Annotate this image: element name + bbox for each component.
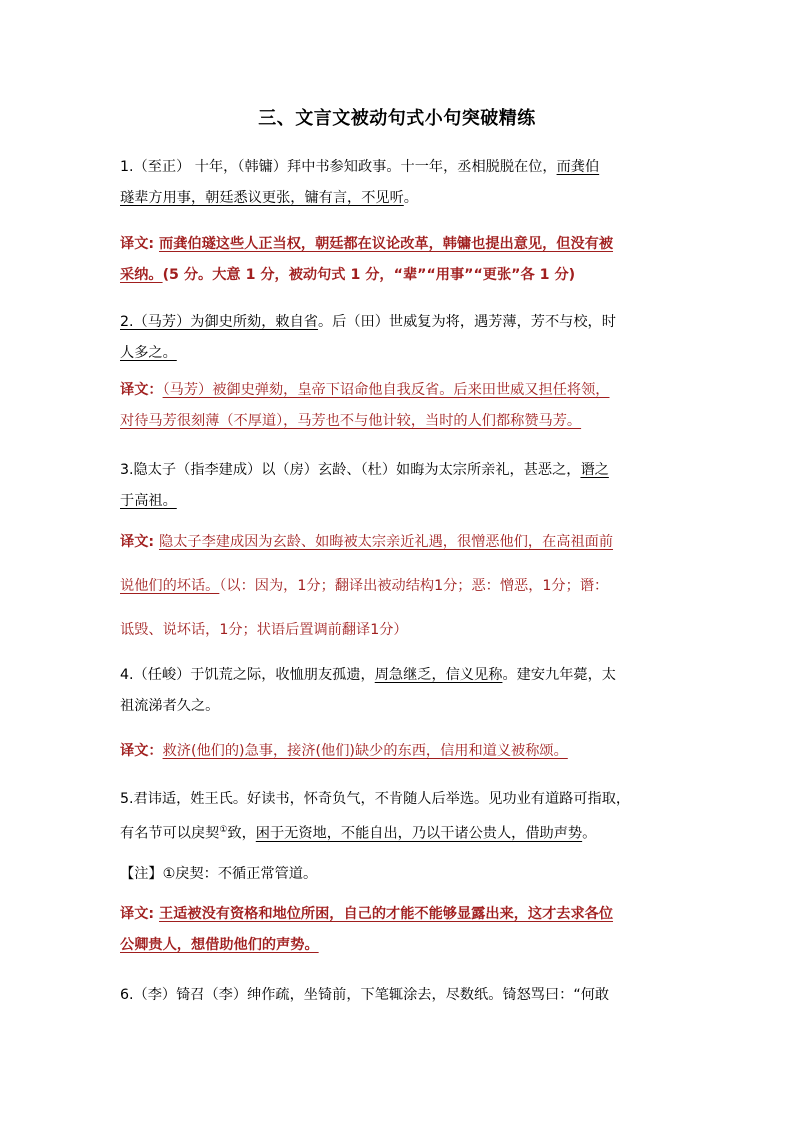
- q2-line-1: [120, 312, 680, 332]
- q3-translation-text: 说他们的坏话。: [120, 578, 220, 594]
- q1-translation-line-1: [120, 234, 680, 254]
- q3-text: 3.隐太子（指李建成）以（房）玄龄、（杜）如晦为太宗所亲礼，甚恶之，: [120, 462, 581, 478]
- q1-translation-line-2: [120, 265, 680, 285]
- q5-note: [120, 864, 680, 884]
- translation-label: 译文:: [120, 534, 159, 550]
- translation-label: 译文:: [120, 236, 159, 252]
- q5-text: 有名节可以戾契: [120, 825, 220, 842]
- q4-line-1: [120, 665, 680, 685]
- q1-underlined-text: 而龚伯: [556, 159, 600, 175]
- q1-text: 1.（至正） 十年，（韩镛）拜中书参知政事。十一年，丞相脱脱在位，: [120, 159, 557, 175]
- q1-translation-text: 采纳。: [120, 267, 163, 283]
- translation-label: 译文：: [120, 743, 163, 759]
- q3-scoring-note: 诋毁、说坏话，1分；状语后置调前翻译1分）: [120, 622, 408, 638]
- q2-translation-line-2: [120, 411, 680, 431]
- q5-line-2: [120, 820, 680, 844]
- q1-underlined-text: 璲辈方用事，朝廷悉议更张，镛有言，不见听: [120, 190, 404, 206]
- q3-underlined-text: 谮之: [580, 462, 609, 478]
- q2-translation-text: 对待马芳很刻薄（不厚道），马芳也不与他计较，当时的人们都称赞马芳。: [120, 413, 582, 429]
- q3-translation-line-1: [120, 532, 680, 552]
- q5-underlined-text: 困于无资地，不能自出，乃以干诸公贵人，借助声势: [255, 825, 583, 842]
- q5-text: 5.君讳适，姓王氏。好读书，怀奇负气，不肯随人后举选。见功业有道路可指取，: [120, 791, 631, 807]
- q3-translation-line-3: [120, 620, 680, 640]
- page-title: 三、文言文被动句式小句突破精练: [258, 108, 536, 129]
- q1-translation-text: 而龚伯璲这些人正当权，朝廷都在议论改革，韩镛也提出意见，但没有被: [159, 236, 614, 252]
- translation-label: 译文：: [120, 382, 163, 398]
- q5-translation-line-2: [120, 935, 680, 955]
- q3-translation-text: 隐太子李建成因为玄龄、如晦被太宗亲近礼遇，很憎恶他们，在高祖面前: [159, 534, 614, 550]
- q2-underlined-text: 2.（马芳）为御史所劾，敕自省: [120, 314, 318, 330]
- q5-translation-text: 公卿贵人，想借助他们的声势。: [120, 937, 319, 953]
- q5-text: 致，: [227, 825, 256, 842]
- q2-underlined-text: 人多之。: [120, 345, 177, 361]
- q4-underlined-text: 周急继乏，信义见称: [374, 667, 503, 683]
- q1-line-1: [120, 157, 680, 177]
- q4-translation-line-1: [120, 741, 680, 761]
- q5-line-1: [120, 789, 680, 809]
- q1-scoring-note: (5 分。大意 1 分，被动句式 1 分，“辈”“用事”“更张”各 1 分): [162, 267, 576, 283]
- q4-text: 。建安九年薨，太: [502, 667, 616, 683]
- q6-line-1: [120, 985, 680, 1005]
- q5-note-text: 【注】①戾契：不循正常管道。: [120, 866, 318, 882]
- q3-translation-line-2: [120, 576, 680, 596]
- translation-label: 译文:: [120, 906, 159, 922]
- q5-text: 。: [582, 825, 597, 842]
- q6-text: 6.（李）锜召（李）绅作疏，坐锜前，下笔辄涂去，尽数纸。锜怒骂曰：“何敢: [120, 987, 610, 1003]
- q2-translation-text: （马芳）被御史弹劾，皇帝下诏命他自我反省。后来田世威又担任将领，: [162, 382, 610, 398]
- q2-translation-line-1: [120, 380, 680, 400]
- q1-text: 。: [403, 190, 418, 206]
- q5-translation-text: 王适被没有资格和地位所困，自己的才能不能够显露出来，这才去求各位: [159, 906, 614, 922]
- q4-text: 祖流涕者久之。: [120, 698, 220, 714]
- q2-text: 。后（田）世威复为将，遇芳薄，芳不与校，时: [317, 314, 616, 330]
- q3-line-1: [120, 460, 680, 480]
- q4-text: 4.（任峻）于饥荒之际，收恤朋友孤遗，: [120, 667, 375, 683]
- q3-line-2: [120, 491, 680, 511]
- q3-underlined-text: 于高祖。: [120, 493, 177, 509]
- note-marker: ①: [219, 825, 228, 835]
- q4-translation-text: 救济(他们的)急事，接济(他们)缺少的东西，信用和道义被称颂。: [162, 743, 568, 759]
- q4-line-2: [120, 696, 680, 716]
- q5-translation-line-1: [120, 904, 680, 924]
- q1-line-2: [120, 188, 680, 208]
- q2-line-2: [120, 343, 680, 363]
- q3-scoring-note: （以：因为，1分；翻译出被动结构1分；恶：憎恶，1分；谮：: [219, 578, 609, 594]
